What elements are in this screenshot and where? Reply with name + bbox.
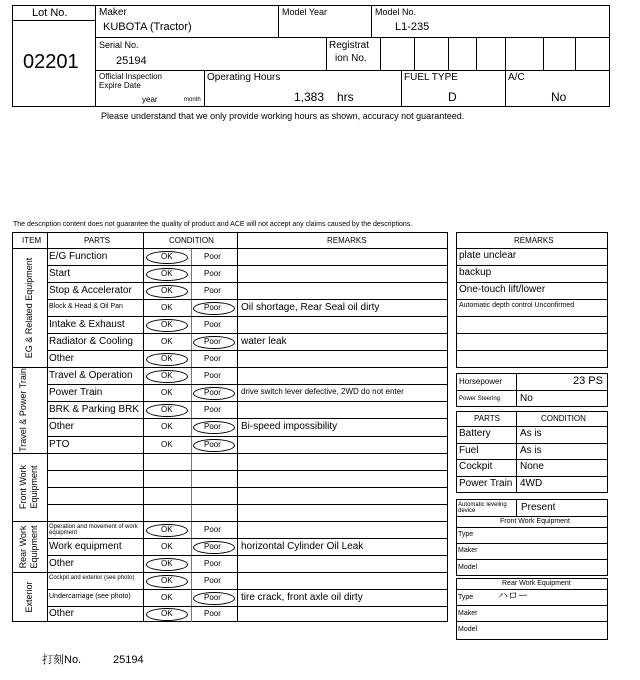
row-part-label: Work equipment <box>49 540 122 552</box>
rear-type-label: Type <box>458 594 474 601</box>
row-part-label: Operation and movement of work equipment <box>49 523 138 536</box>
ok-option[interactable]: OK <box>161 422 173 431</box>
col-item: ITEM <box>22 236 42 245</box>
ok-selected-mark <box>146 575 188 588</box>
poor-option[interactable]: Poor <box>204 336 221 346</box>
inspection-label-2: Expire Date <box>99 81 141 90</box>
ok-option[interactable]: OK <box>161 370 173 380</box>
row-remark: Oil shortage, Rear Seal oil dirty <box>241 301 380 313</box>
poor-option[interactable]: Poor <box>204 575 221 585</box>
row-part-label: E/G Function <box>49 250 108 262</box>
side-part-condition: As is <box>520 445 542 456</box>
ok-option[interactable]: OK <box>161 285 173 295</box>
row-part-label: Other <box>49 421 75 432</box>
poor-option[interactable]: Poor <box>204 353 221 363</box>
ac-label: A/C <box>508 72 525 83</box>
group-rear-label: Rear Work Equipment <box>18 525 39 569</box>
ok-selected-mark <box>146 608 188 621</box>
ok-option[interactable]: OK <box>161 524 173 534</box>
row-part-label: Stop & Accelerator <box>49 284 132 296</box>
disclaimer: The description content does not guarantee the quality of product and ACE will not accept any claims caused by the descriptions. <box>13 221 413 228</box>
poor-option[interactable]: Poor <box>204 404 221 414</box>
ok-option[interactable]: OK <box>161 439 173 449</box>
row-part-label: Undercarriage (see photo) <box>49 592 131 600</box>
fuel-label: FUEL TYPE <box>404 72 458 83</box>
rear-work-box <box>456 578 608 640</box>
rear-work-header: Rear Work Equipment <box>502 580 571 587</box>
row-part-label: Radiator & Cooling <box>49 335 133 347</box>
year-label: year <box>142 95 158 104</box>
row-part-label: Intake & Exhaust <box>49 318 125 330</box>
front-maker-label: Maker <box>458 547 478 554</box>
ok-option[interactable]: OK <box>161 541 173 551</box>
poor-option[interactable]: Poor <box>204 319 221 329</box>
side-part-name: Cockpit <box>459 461 493 472</box>
row-part-label: Other <box>49 608 75 619</box>
registration-label-2: ion No. <box>335 53 367 64</box>
poor-option[interactable]: Poor <box>204 592 221 602</box>
horsepower-value: 23 PS <box>573 375 603 387</box>
ok-option[interactable]: OK <box>161 558 173 568</box>
col-condition: CONDITION <box>169 236 214 245</box>
side-remark: Automatic depth control Unconfirmed <box>459 302 575 309</box>
hours-label: Operating Hours <box>207 72 281 83</box>
inspection-label-1: Official Inspection <box>99 72 162 81</box>
auto-leveling-label: Automatic leveling device <box>458 502 507 514</box>
side-remark: backup <box>459 267 492 278</box>
hours-notice: Please understand that we only provide working hours as shown, accuracy not guaranteed. <box>101 111 465 121</box>
ok-option[interactable]: OK <box>161 319 173 329</box>
row-part-label: Other <box>49 352 75 364</box>
poor-selected-mark <box>193 387 235 400</box>
power-steering-label: Power Steering <box>459 396 501 402</box>
poor-selected-mark <box>193 592 235 605</box>
maker-value: KUBOTA (Tractor) <box>103 21 192 33</box>
power-steering-value: No <box>520 393 533 404</box>
row-part-label: Travel & Operation <box>49 369 133 381</box>
ok-selected-mark <box>146 404 188 417</box>
poor-option[interactable]: Poor <box>204 439 221 449</box>
poor-option[interactable]: Poor <box>204 285 221 295</box>
front-work-header: Front Work Equipment <box>500 518 570 525</box>
row-part-label: BRK & Parking BRK <box>49 403 140 415</box>
lot-no-label: Lot No. <box>32 7 68 19</box>
stamp-value: 25194 <box>113 654 144 666</box>
group-exterior-label: Exterior <box>24 581 34 613</box>
ok-option[interactable]: OK <box>161 353 173 363</box>
row-part-label: Power Train <box>49 386 103 398</box>
side-part-name: Battery <box>459 428 491 439</box>
poor-option[interactable]: Poor <box>204 422 221 431</box>
row-part-label: Other <box>49 557 75 569</box>
registration-label-1: Registrat <box>329 40 370 51</box>
side-part-condition: None <box>520 461 544 472</box>
ok-option[interactable]: OK <box>161 268 173 278</box>
side-remark: One-touch lift/lower <box>459 284 546 295</box>
poor-option[interactable]: Poor <box>204 251 221 261</box>
ok-selected-mark <box>146 268 188 281</box>
ok-option[interactable]: OK <box>161 387 173 397</box>
serial-value: 25194 <box>116 55 147 67</box>
row-part-label: Start <box>49 267 71 279</box>
condition-header: CONDITION <box>541 414 586 423</box>
poor-selected-mark <box>193 302 235 315</box>
row-remark: water leak <box>241 335 287 347</box>
side-part-name: Power Train <box>459 478 513 489</box>
poor-option[interactable]: Poor <box>204 370 221 380</box>
side-part-condition: As is <box>520 428 542 439</box>
fuel-value: D <box>448 90 457 104</box>
rear-maker-label: Maker <box>458 610 478 617</box>
col-remarks: REMARKS <box>327 236 367 245</box>
model-no-value: L1-235 <box>395 21 430 33</box>
ok-selected-mark <box>146 251 188 264</box>
poor-selected-mark <box>193 336 235 349</box>
auto-leveling-value: Present <box>521 502 556 513</box>
row-remark: horizontal Cylinder Oil Leak <box>241 540 364 552</box>
hours-value: 1,383 <box>294 90 325 104</box>
poor-selected-mark <box>193 541 235 554</box>
front-model-label: Model <box>458 564 478 571</box>
row-remark: Bi-speed impossibility <box>241 421 338 432</box>
maker-label: Maker <box>99 7 127 18</box>
group-eg-label: EG & Related Equipment <box>24 257 34 359</box>
ok-selected-mark <box>146 524 188 537</box>
row-part-label: PTO <box>49 438 70 450</box>
side-part-condition: 4WD <box>520 478 543 489</box>
poor-selected-mark <box>193 439 235 452</box>
serial-label: Serial No. <box>99 40 139 50</box>
group-travel-label: Travel & Power Train <box>18 368 28 452</box>
ok-option[interactable]: OK <box>161 575 173 585</box>
ok-selected-mark <box>146 319 188 332</box>
rear-model-label: Model <box>458 626 478 633</box>
ac-value: No <box>551 90 567 104</box>
poor-option[interactable]: Poor <box>204 302 221 312</box>
side-remark: plate unclear <box>459 250 517 261</box>
poor-option[interactable]: Poor <box>204 609 221 618</box>
col-parts: PARTS <box>84 236 110 245</box>
poor-option[interactable]: Poor <box>204 541 221 551</box>
poor-option[interactable]: Poor <box>204 558 221 568</box>
row-remark: drive switch lever defective, 2WD do not enter <box>241 386 404 396</box>
parts-header: PARTS <box>474 414 500 423</box>
ok-option[interactable]: OK <box>161 251 173 261</box>
ok-option[interactable]: OK <box>161 302 173 312</box>
rear-type-value: ハロー <box>498 591 528 602</box>
side-remarks-header: REMARKS <box>514 236 554 245</box>
poor-option[interactable]: Poor <box>204 524 221 534</box>
ok-selected-mark <box>146 370 188 383</box>
row-part-label: Block & Head & Oil Pan <box>49 302 123 310</box>
ok-option[interactable]: OK <box>161 592 173 602</box>
ok-selected-mark <box>146 558 188 571</box>
month-label: month <box>184 97 201 103</box>
poor-selected-mark <box>193 421 235 434</box>
stamp-label: 打刻No. <box>42 654 82 666</box>
poor-option[interactable]: Poor <box>204 268 221 278</box>
model-year-label: Model Year <box>282 7 328 17</box>
lot-no-value: 02201 <box>23 51 79 73</box>
ok-selected-mark <box>146 285 188 298</box>
hours-unit: hrs <box>337 90 354 104</box>
ok-selected-mark <box>146 353 188 366</box>
horsepower-label: Horsepower <box>459 377 503 386</box>
front-type-label: Type <box>458 531 474 538</box>
model-no-label: Model No. <box>375 7 417 17</box>
ok-option[interactable]: OK <box>161 609 173 618</box>
row-remark: tire crack, front axle oil dirty <box>241 591 363 603</box>
row-part-label: Cockpit and exterior (see photo) <box>49 574 135 581</box>
ok-option[interactable]: OK <box>161 336 173 346</box>
side-part-name: Fuel <box>459 445 479 456</box>
ok-option[interactable]: OK <box>161 404 173 414</box>
group-front-label: Front Work Equipment <box>18 464 39 510</box>
poor-option[interactable]: Poor <box>204 387 221 397</box>
